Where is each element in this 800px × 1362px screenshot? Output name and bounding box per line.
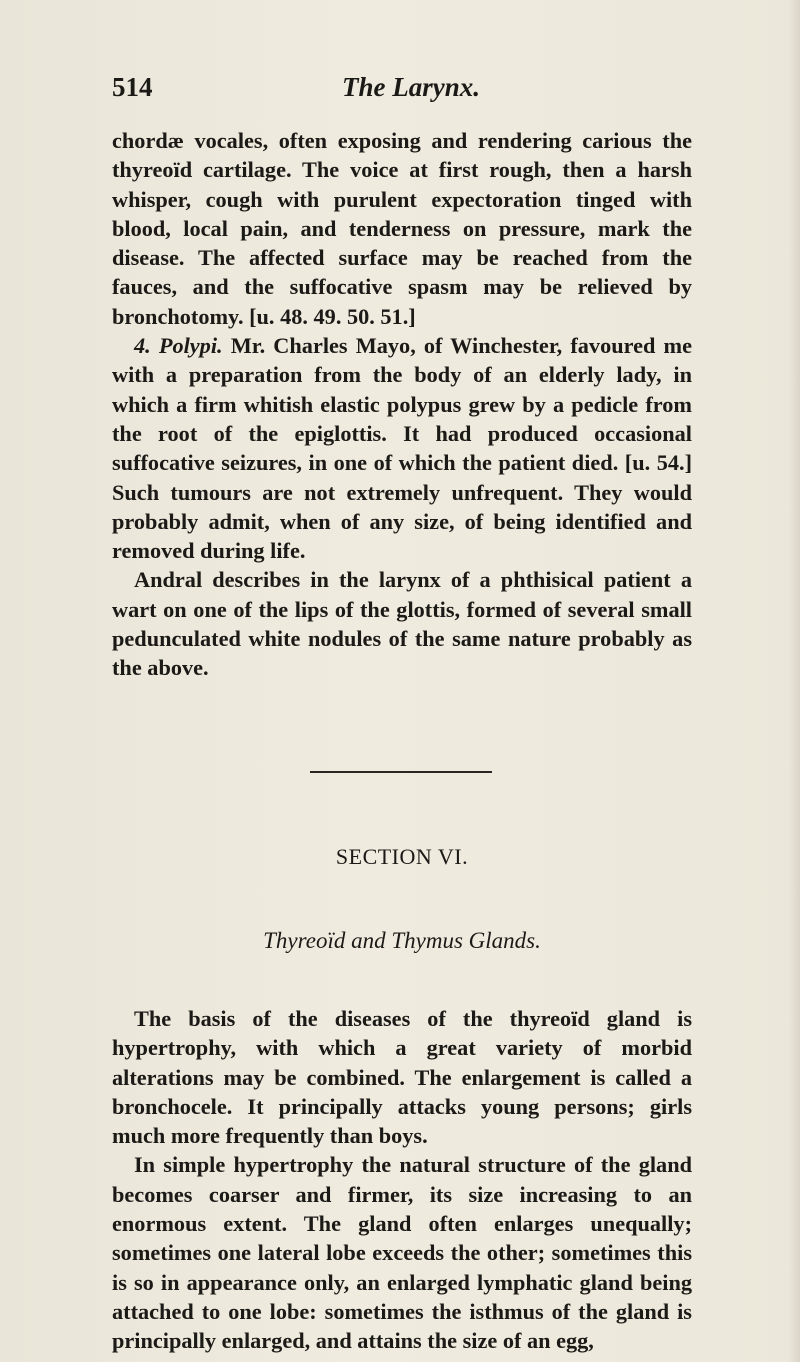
paragraph-simple-hypertrophy: In simple hypertrophy the natural structure of the gland becomes coarser and firmer, its size increasing to an enormous extent. The gland often enlarges unequally; sometimes one lateral lobe exceeds the other; sometimes this is so in appearance only, an enlarged lymphatic gland being attached to one lobe: sometimes the isthmus of the gland is principally enlarged, and attains the size of an egg, bbox=[112, 1152, 692, 1354]
running-head bbox=[112, 72, 692, 106]
paragraph-andral: Andral describes in the larynx of a phthisical patient a wart on one of the lips of the glottis, formed of several small pedunculated white nodules of the same nature probably as the above. bbox=[112, 567, 692, 681]
text-block-top bbox=[112, 126, 692, 683]
section-heading: SECTION VI. bbox=[335, 844, 469, 869]
running-title: The Larynx. bbox=[342, 72, 480, 102]
paragraph-polypi-text: Mr. Charles Mayo, of Winchester, favoured me with a preparation from the body of an elderly lady, in which a firm whitish elastic polypus grew by a pedicle from the root of the epiglottis. It had produced occasional suffocative seizures, in one of which the patient died. [u. 54.] Such tumours are not extremely unfrequent. They would probably admit, when of any size, of being identified and removed during life. bbox=[112, 333, 692, 564]
paragraph-continued: chordæ vocales, often exposing and rendering carious the thyreoïd cartilage. The voice at first rough, then a harsh whisper, cough with purulent expectoration tinged with blood, local pain, and tenderness on pressure, mark the disease. The affected surface may be reached from the fauces, and the suffocative spasm may be relieved by bronchotomy. [u. 48. 49. 50. 51.] bbox=[112, 128, 692, 329]
paragraph-polypi bbox=[112, 331, 692, 565]
section-divider bbox=[310, 771, 492, 773]
page-edge-shadow bbox=[788, 0, 800, 1362]
page-number: 514 bbox=[112, 72, 153, 102]
text-block-bottom bbox=[112, 1004, 692, 1356]
section-subtitle: Thyreoïd and Thymus Glands. bbox=[263, 928, 541, 953]
polypi-heading: 4. Polypi. bbox=[134, 333, 223, 359]
paragraph-thyreoid-basis: The basis of the diseases of the thyreoïd gland is hypertrophy, with which a great variety of morbid alterations may be combined. The enlargement is called a bronchocele. It principally attacks young persons; girls much more frequently than boys. bbox=[112, 1006, 692, 1149]
